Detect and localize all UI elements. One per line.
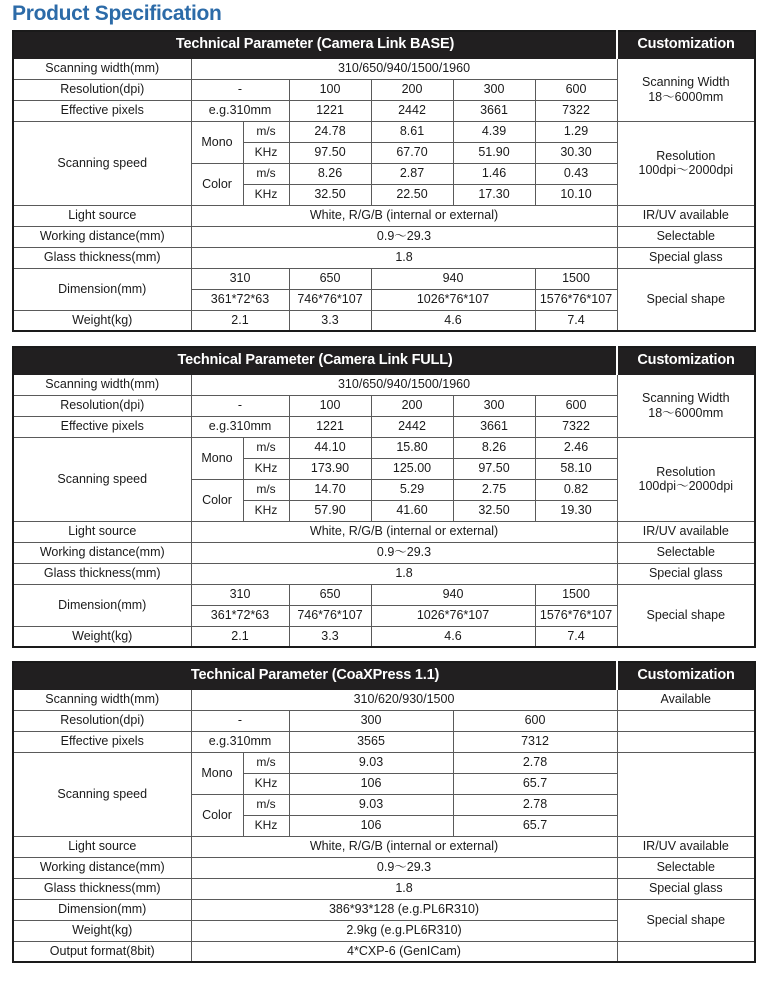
cell-working-distance-value: 0.9〜29.3 xyxy=(191,226,617,247)
row-label-output-format: Output format(8bit) xyxy=(13,941,191,962)
cell-unit-color-khz: KHz xyxy=(243,184,289,205)
row-label-effective-pixels: Effective pixels xyxy=(13,416,191,437)
cell-customization-light-source: IR/UV available xyxy=(617,521,755,542)
cell-dimension-width-0: 310 xyxy=(191,584,289,605)
cell-customization-effective-pixels-empty xyxy=(617,731,755,752)
table-row-speed-mono-ms xyxy=(13,121,755,142)
cz-scanning-width-line1: Scanning Width xyxy=(642,391,730,406)
table-row-dimension-widths xyxy=(13,268,755,289)
page-title: Product Specification xyxy=(12,2,222,25)
cell-dimension-width-2: 940 xyxy=(371,268,535,289)
cell-customization-light-source: IR/UV available xyxy=(617,836,755,857)
cell-mode-mono: Mono xyxy=(191,437,243,479)
cell-color-ms-2: 1.46 xyxy=(453,163,535,184)
cell-color-ms-3: 0.82 xyxy=(535,479,617,500)
table-title: Technical Parameter (Camera Link BASE) xyxy=(13,31,617,58)
cell-customization-working-distance: Selectable xyxy=(617,542,755,563)
cell-mono-ms-3: 2.46 xyxy=(535,437,617,458)
cell-customization-scanning-width xyxy=(617,374,755,437)
cell-mode-color: Color xyxy=(191,794,243,836)
cell-effective-pixels-4: 7322 xyxy=(535,100,617,121)
cell-unit-color-khz: KHz xyxy=(243,815,289,836)
table-spacer-2 xyxy=(0,648,768,661)
cell-mode-color: Color xyxy=(191,163,243,205)
cell-dimension-width-0: 310 xyxy=(191,268,289,289)
cell-mono-khz-2: 97.50 xyxy=(453,458,535,479)
cell-customization-resolution xyxy=(617,121,755,205)
cell-mono-khz-3: 58.10 xyxy=(535,458,617,479)
row-label-resolution: Resolution(dpi) xyxy=(13,710,191,731)
cell-color-khz-1: 65.7 xyxy=(453,815,617,836)
table-row-glass-thickness xyxy=(13,247,755,268)
spec-table-coaxpress-11 xyxy=(12,661,756,963)
cell-weight-1: 3.3 xyxy=(289,626,371,647)
cell-color-ms-1: 2.87 xyxy=(371,163,453,184)
cz-resolution-line1: Resolution xyxy=(656,464,716,479)
cell-customization-glass-thickness: Special glass xyxy=(617,247,755,268)
cell-weight-0: 2.1 xyxy=(191,626,289,647)
cell-dimension-width-3: 1500 xyxy=(535,584,617,605)
cell-color-ms-3: 0.43 xyxy=(535,163,617,184)
cell-mono-ms-2: 4.39 xyxy=(453,121,535,142)
cell-effective-pixels-0: e.g.310mm xyxy=(191,100,289,121)
table-row-dimension-widths xyxy=(13,584,755,605)
cell-resolution-0: - xyxy=(191,710,289,731)
cell-resolution-0: - xyxy=(191,395,289,416)
row-label-glass-thickness: Glass thickness(mm) xyxy=(13,563,191,584)
cell-scanning-width-value: 310/650/940/1500/1960 xyxy=(191,58,617,79)
cell-unit-color-khz: KHz xyxy=(243,500,289,521)
row-label-light-source: Light source xyxy=(13,521,191,542)
cell-customization-scanning-width xyxy=(617,58,755,121)
table-row-scanning-width xyxy=(13,58,755,79)
cell-dimension-width-1: 650 xyxy=(289,584,371,605)
row-label-light-source: Light source xyxy=(13,836,191,857)
cell-weight-2: 4.6 xyxy=(371,626,535,647)
table-title: Technical Parameter (CoaXPress 1.1) xyxy=(13,662,617,689)
cell-light-source-value: White, R/G/B (internal or external) xyxy=(191,836,617,857)
cell-customization-special-shape: Special shape xyxy=(617,584,755,647)
table-spacer-1 xyxy=(0,332,768,346)
cell-mono-ms-2: 8.26 xyxy=(453,437,535,458)
cell-mono-khz-1: 125.00 xyxy=(371,458,453,479)
cell-color-khz-1: 41.60 xyxy=(371,500,453,521)
cell-customization-resolution-empty xyxy=(617,710,755,731)
row-label-working-distance: Working distance(mm) xyxy=(13,226,191,247)
cell-color-khz-0: 57.90 xyxy=(289,500,371,521)
row-label-light-source: Light source xyxy=(13,205,191,226)
cell-dimension-size-2: 1026*76*107 xyxy=(371,289,535,310)
row-label-working-distance: Working distance(mm) xyxy=(13,857,191,878)
cell-dimension-width-1: 650 xyxy=(289,268,371,289)
cell-resolution-1: 300 xyxy=(289,710,453,731)
cell-weight-0: 2.1 xyxy=(191,310,289,331)
cell-color-khz-2: 32.50 xyxy=(453,500,535,521)
table-header-row xyxy=(13,31,755,58)
cell-resolution-2: 600 xyxy=(453,710,617,731)
row-label-dimension: Dimension(mm) xyxy=(13,584,191,626)
table-row-scanning-width xyxy=(13,689,755,710)
cell-resolution-4: 600 xyxy=(535,79,617,100)
cell-glass-thickness-value: 1.8 xyxy=(191,878,617,899)
cell-mono-khz-0: 106 xyxy=(289,773,453,794)
table-row-dimension xyxy=(13,899,755,920)
cell-resolution-4: 600 xyxy=(535,395,617,416)
cell-unit-color-ms: m/s xyxy=(243,794,289,815)
cell-mono-khz-0: 97.50 xyxy=(289,142,371,163)
cell-mono-ms-1: 15.80 xyxy=(371,437,453,458)
table-row-glass-thickness xyxy=(13,563,755,584)
table-row-speed-mono-ms xyxy=(13,437,755,458)
row-label-glass-thickness: Glass thickness(mm) xyxy=(13,247,191,268)
cell-customization-light-source: IR/UV available xyxy=(617,205,755,226)
cell-mono-khz-1: 65.7 xyxy=(453,773,617,794)
cell-glass-thickness-value: 1.8 xyxy=(191,247,617,268)
cell-resolution-0: - xyxy=(191,79,289,100)
cell-weight-3: 7.4 xyxy=(535,310,617,331)
table-row-working-distance xyxy=(13,226,755,247)
cell-mono-khz-2: 51.90 xyxy=(453,142,535,163)
cell-effective-pixels-2: 2442 xyxy=(371,416,453,437)
row-label-scanning-width: Scanning width(mm) xyxy=(13,58,191,79)
row-label-weight: Weight(kg) xyxy=(13,920,191,941)
cell-color-khz-0: 106 xyxy=(289,815,453,836)
row-label-resolution: Resolution(dpi) xyxy=(13,395,191,416)
cell-effective-pixels-4: 7322 xyxy=(535,416,617,437)
cz-resolution-line2: 100dpi〜2000dpi xyxy=(638,163,734,177)
cell-mode-mono: Mono xyxy=(191,752,243,794)
cell-dimension-size-3: 1576*76*107 xyxy=(535,289,617,310)
cell-mono-ms-1: 2.78 xyxy=(453,752,617,773)
column-header-customization: Customization xyxy=(617,347,755,374)
cell-dimension-width-2: 940 xyxy=(371,584,535,605)
table-row-working-distance xyxy=(13,542,755,563)
row-label-effective-pixels: Effective pixels xyxy=(13,100,191,121)
row-label-dimension: Dimension(mm) xyxy=(13,268,191,310)
cell-dimension-value: 386*93*128 (e.g.PL6R310) xyxy=(191,899,617,920)
cell-effective-pixels-2: 2442 xyxy=(371,100,453,121)
row-label-scanning-speed: Scanning speed xyxy=(13,437,191,521)
cell-mode-mono: Mono xyxy=(191,121,243,163)
row-label-glass-thickness: Glass thickness(mm) xyxy=(13,878,191,899)
row-label-effective-pixels: Effective pixels xyxy=(13,731,191,752)
cell-unit-mono-khz: KHz xyxy=(243,458,289,479)
cell-unit-mono-khz: KHz xyxy=(243,142,289,163)
cell-weight-3: 7.4 xyxy=(535,626,617,647)
cz-resolution-line2: 100dpi〜2000dpi xyxy=(638,479,734,493)
cell-effective-pixels-3: 3661 xyxy=(453,100,535,121)
cell-working-distance-value: 0.9〜29.3 xyxy=(191,542,617,563)
cell-customization-special-shape: Special shape xyxy=(617,268,755,331)
row-label-scanning-speed: Scanning speed xyxy=(13,121,191,205)
cell-weight-2: 4.6 xyxy=(371,310,535,331)
cell-color-khz-3: 10.10 xyxy=(535,184,617,205)
cell-customization-scanning-width: Available xyxy=(617,689,755,710)
cell-effective-pixels-1: 1221 xyxy=(289,416,371,437)
cell-scanning-width-value: 310/650/940/1500/1960 xyxy=(191,374,617,395)
cell-customization-glass-thickness: Special glass xyxy=(617,563,755,584)
row-label-weight: Weight(kg) xyxy=(13,626,191,647)
row-label-dimension: Dimension(mm) xyxy=(13,899,191,920)
cz-scanning-width-line1: Scanning Width xyxy=(641,75,730,90)
cell-customization-working-distance: Selectable xyxy=(617,226,755,247)
cell-effective-pixels-0: e.g.310mm xyxy=(191,731,289,752)
cell-color-ms-1: 2.78 xyxy=(453,794,617,815)
cell-dimension-size-3: 1576*76*107 xyxy=(535,605,617,626)
table-row-speed-mono-ms xyxy=(13,752,755,773)
cell-scanning-width-value: 310/620/930/1500 xyxy=(191,689,617,710)
cell-resolution-3: 300 xyxy=(453,395,535,416)
cell-glass-thickness-value: 1.8 xyxy=(191,563,617,584)
cell-customization-glass-thickness: Special glass xyxy=(617,878,755,899)
cell-color-khz-2: 17.30 xyxy=(453,184,535,205)
cell-effective-pixels-1: 1221 xyxy=(289,100,371,121)
cell-weight-value: 2.9kg (e.g.PL6R310) xyxy=(191,920,617,941)
table-header-row xyxy=(13,347,755,374)
cell-resolution-1: 100 xyxy=(289,79,371,100)
column-header-customization: Customization xyxy=(617,31,755,58)
cell-effective-pixels-3: 3661 xyxy=(453,416,535,437)
cell-mode-color: Color xyxy=(191,479,243,521)
cell-mono-khz-0: 173.90 xyxy=(289,458,371,479)
cell-unit-color-ms: m/s xyxy=(243,163,289,184)
cell-color-khz-1: 22.50 xyxy=(371,184,453,205)
cell-customization-output-format-empty xyxy=(617,941,755,962)
cell-light-source-value: White, R/G/B (internal or external) xyxy=(191,205,617,226)
cell-color-ms-0: 8.26 xyxy=(289,163,371,184)
cell-color-khz-3: 19.30 xyxy=(535,500,617,521)
cell-effective-pixels-1: 3565 xyxy=(289,731,453,752)
cell-working-distance-value: 0.9〜29.3 xyxy=(191,857,617,878)
cell-dimension-size-1: 746*76*107 xyxy=(289,289,371,310)
cell-unit-mono-ms: m/s xyxy=(243,437,289,458)
cell-resolution-1: 100 xyxy=(289,395,371,416)
cz-resolution-line1: Resolution xyxy=(656,148,716,163)
row-label-weight: Weight(kg) xyxy=(13,310,191,331)
cell-mono-ms-1: 8.61 xyxy=(371,121,453,142)
cell-unit-mono-ms: m/s xyxy=(243,752,289,773)
cell-color-ms-2: 2.75 xyxy=(453,479,535,500)
cell-effective-pixels-0: e.g.310mm xyxy=(191,416,289,437)
cell-dimension-width-3: 1500 xyxy=(535,268,617,289)
row-label-scanning-speed: Scanning speed xyxy=(13,752,191,836)
cell-dimension-size-2: 1026*76*107 xyxy=(371,605,535,626)
cell-mono-ms-0: 9.03 xyxy=(289,752,453,773)
cell-customization-special-shape: Special shape xyxy=(617,899,755,941)
cell-customization-speed-empty xyxy=(617,752,755,836)
cz-scanning-width-line2: 18〜6000mm xyxy=(648,405,724,420)
cell-mono-khz-1: 67.70 xyxy=(371,142,453,163)
table-row-effective-pixels xyxy=(13,731,755,752)
cell-mono-khz-3: 30.30 xyxy=(535,142,617,163)
cz-scanning-width-line2: 18〜6000mm xyxy=(648,89,724,104)
cell-output-format-value: 4*CXP-6 (GenICam) xyxy=(191,941,617,962)
row-label-scanning-width: Scanning width(mm) xyxy=(13,374,191,395)
table-row-light-source xyxy=(13,205,755,226)
cell-mono-ms-3: 1.29 xyxy=(535,121,617,142)
row-label-resolution: Resolution(dpi) xyxy=(13,79,191,100)
table-row-working-distance xyxy=(13,857,755,878)
cell-unit-mono-ms: m/s xyxy=(243,121,289,142)
table-row-resolution xyxy=(13,710,755,731)
spec-table-camera-link-base xyxy=(12,30,756,332)
cell-dimension-size-0: 361*72*63 xyxy=(191,605,289,626)
cell-customization-working-distance: Selectable xyxy=(617,857,755,878)
cell-resolution-3: 300 xyxy=(453,79,535,100)
cell-light-source-value: White, R/G/B (internal or external) xyxy=(191,521,617,542)
spec-table-camera-link-full xyxy=(12,346,756,648)
cell-unit-color-ms: m/s xyxy=(243,479,289,500)
table-row-light-source xyxy=(13,836,755,857)
table-row-output-format xyxy=(13,941,755,962)
cell-resolution-2: 200 xyxy=(371,79,453,100)
row-label-scanning-width: Scanning width(mm) xyxy=(13,689,191,710)
table-row-scanning-width xyxy=(13,374,755,395)
cell-resolution-2: 200 xyxy=(371,395,453,416)
cell-unit-mono-khz: KHz xyxy=(243,773,289,794)
cell-customization-resolution xyxy=(617,437,755,521)
cell-color-ms-1: 5.29 xyxy=(371,479,453,500)
cell-color-khz-0: 32.50 xyxy=(289,184,371,205)
row-label-working-distance: Working distance(mm) xyxy=(13,542,191,563)
cell-weight-1: 3.3 xyxy=(289,310,371,331)
cell-color-ms-0: 9.03 xyxy=(289,794,453,815)
cell-dimension-size-1: 746*76*107 xyxy=(289,605,371,626)
cell-color-ms-0: 14.70 xyxy=(289,479,371,500)
cell-mono-ms-0: 24.78 xyxy=(289,121,371,142)
cell-effective-pixels-2: 7312 xyxy=(453,731,617,752)
table-title: Technical Parameter (Camera Link FULL) xyxy=(13,347,617,374)
cell-dimension-size-0: 361*72*63 xyxy=(191,289,289,310)
table-row-glass-thickness xyxy=(13,878,755,899)
cell-mono-ms-0: 44.10 xyxy=(289,437,371,458)
table-row-light-source xyxy=(13,521,755,542)
table-header-row xyxy=(13,662,755,689)
column-header-customization: Customization xyxy=(617,662,755,689)
